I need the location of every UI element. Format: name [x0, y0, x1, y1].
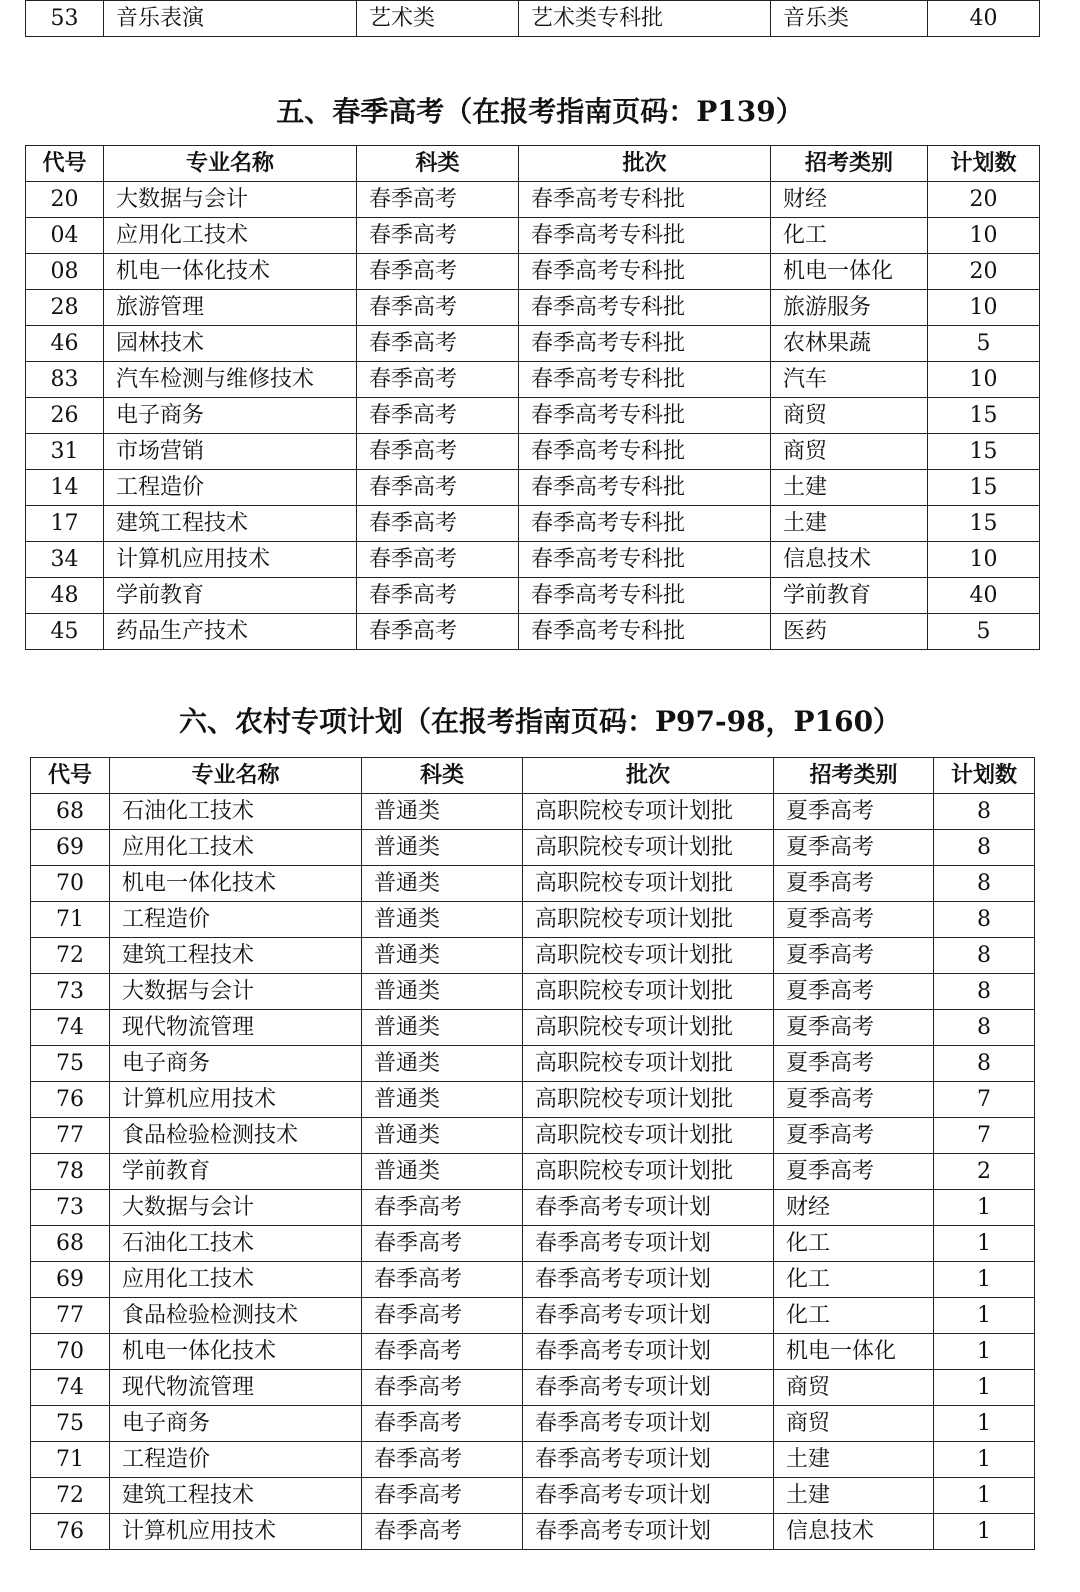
- category-cell: 春季高考: [357, 254, 519, 290]
- plan-count-cell: 1: [934, 1298, 1035, 1334]
- code-cell: 14: [26, 470, 104, 506]
- table-row: [31, 1514, 1035, 1550]
- major-name-cell: 机电一体化技术: [110, 866, 362, 902]
- column-header-batch: 批次: [523, 758, 774, 794]
- code-cell: 74: [31, 1010, 110, 1046]
- batch-cell: 高职院校专项计划批: [523, 938, 774, 974]
- category-cell: 普通类: [362, 1154, 523, 1190]
- code-cell: 68: [31, 1226, 110, 1262]
- batch-cell: 高职院校专项计划批: [523, 1082, 774, 1118]
- batch-cell: 春季高考专科批: [519, 578, 771, 614]
- category-cell: 春季高考: [362, 1478, 523, 1514]
- table-row: [31, 1262, 1035, 1298]
- top-table-body: [26, 1, 1040, 37]
- table-row: [31, 1334, 1035, 1370]
- code-cell: 71: [31, 902, 110, 938]
- exam-type-cell: 土建: [771, 506, 928, 542]
- major-name-cell: 药品生产技术: [104, 614, 357, 650]
- code-cell: 77: [31, 1118, 110, 1154]
- table-row: [31, 938, 1035, 974]
- column-header-plan-count: 计划数: [928, 146, 1040, 182]
- table-row: [31, 866, 1035, 902]
- batch-cell: 春季高考专项计划: [523, 1442, 774, 1478]
- table-row: [31, 1190, 1035, 1226]
- plan-count-cell: 40: [928, 578, 1040, 614]
- major-name-cell: 电子商务: [110, 1406, 362, 1442]
- batch-cell: 春季高考专科批: [519, 542, 771, 578]
- code-cell: 20: [26, 182, 104, 218]
- exam-type-cell: 农林果蔬: [771, 326, 928, 362]
- code-cell: 46: [26, 326, 104, 362]
- table-row: [26, 1, 1040, 37]
- category-cell: 春季高考: [357, 470, 519, 506]
- exam-type-cell: 夏季高考: [774, 794, 934, 830]
- plan-count-cell: 1: [934, 1406, 1035, 1442]
- exam-type-cell: 商贸: [771, 398, 928, 434]
- batch-cell: 春季高考专科批: [519, 182, 771, 218]
- exam-type-cell: 化工: [774, 1298, 934, 1334]
- plan-count-cell: 8: [934, 974, 1035, 1010]
- category-cell: 春季高考: [357, 362, 519, 398]
- major-name-cell: 应用化工技术: [104, 218, 357, 254]
- code-cell: 48: [26, 578, 104, 614]
- major-name-cell: 建筑工程技术: [110, 938, 362, 974]
- major-name-cell: 市场营销: [104, 434, 357, 470]
- category-cell: 普通类: [362, 902, 523, 938]
- major-name-cell: 电子商务: [104, 398, 357, 434]
- code-cell: 68: [31, 794, 110, 830]
- table-row: [26, 614, 1040, 650]
- major-name-cell: 现代物流管理: [110, 1370, 362, 1406]
- category-cell: 春季高考: [357, 326, 519, 362]
- plan-count-cell: 20: [928, 182, 1040, 218]
- plan-count-cell: 8: [934, 794, 1035, 830]
- code-cell: 76: [31, 1082, 110, 1118]
- batch-cell: 春季高考专项计划: [523, 1478, 774, 1514]
- batch-cell: 高职院校专项计划批: [523, 866, 774, 902]
- major-name-cell: 工程造价: [104, 470, 357, 506]
- column-header-category: 科类: [357, 146, 519, 182]
- category-cell: 普通类: [362, 1118, 523, 1154]
- table-row: [26, 254, 1040, 290]
- category-cell: 春季高考: [362, 1334, 523, 1370]
- code-cell: 31: [26, 434, 104, 470]
- category-cell: 艺术类: [357, 1, 519, 37]
- table-row: [31, 794, 1035, 830]
- table-row: [26, 578, 1040, 614]
- major-name-cell: 音乐表演: [104, 1, 357, 37]
- column-header-major-name: 专业名称: [110, 758, 362, 794]
- exam-type-cell: 夏季高考: [774, 938, 934, 974]
- column-header-exam-type: 招考类别: [771, 146, 928, 182]
- column-header-code: 代号: [26, 146, 104, 182]
- category-cell: 春季高考: [362, 1226, 523, 1262]
- exam-type-cell: 商贸: [774, 1406, 934, 1442]
- exam-type-cell: 夏季高考: [774, 1046, 934, 1082]
- major-name-cell: 工程造价: [110, 902, 362, 938]
- batch-cell: 高职院校专项计划批: [523, 1154, 774, 1190]
- table-row: [31, 1298, 1035, 1334]
- plan-count-cell: 40: [928, 1, 1040, 37]
- batch-cell: 春季高考专项计划: [523, 1190, 774, 1226]
- plan-count-cell: 10: [928, 362, 1040, 398]
- code-cell: 53: [26, 1, 104, 37]
- column-header-code: 代号: [31, 758, 110, 794]
- batch-cell: 高职院校专项计划批: [523, 830, 774, 866]
- category-cell: 普通类: [362, 866, 523, 902]
- code-cell: 69: [31, 830, 110, 866]
- code-cell: 73: [31, 974, 110, 1010]
- section6-header-row: [31, 758, 1035, 794]
- exam-type-cell: 土建: [774, 1478, 934, 1514]
- major-name-cell: 建筑工程技术: [104, 506, 357, 542]
- table-row: [31, 1406, 1035, 1442]
- plan-count-cell: 8: [934, 830, 1035, 866]
- column-header-exam-type: 招考类别: [774, 758, 934, 794]
- plan-count-cell: 1: [934, 1442, 1035, 1478]
- major-name-cell: 计算机应用技术: [110, 1514, 362, 1550]
- plan-count-cell: 10: [928, 290, 1040, 326]
- code-cell: 76: [31, 1514, 110, 1550]
- table-row: [31, 1478, 1035, 1514]
- category-cell: 春季高考: [362, 1406, 523, 1442]
- plan-count-cell: 2: [934, 1154, 1035, 1190]
- section5-header-row: [26, 146, 1040, 182]
- table-row: [26, 434, 1040, 470]
- category-cell: 普通类: [362, 794, 523, 830]
- batch-cell: 高职院校专项计划批: [523, 1118, 774, 1154]
- exam-type-cell: 化工: [774, 1262, 934, 1298]
- major-name-cell: 机电一体化技术: [110, 1334, 362, 1370]
- batch-cell: 春季高考专项计划: [523, 1370, 774, 1406]
- batch-cell: 春季高考专项计划: [523, 1334, 774, 1370]
- plan-count-cell: 15: [928, 506, 1040, 542]
- category-cell: 春季高考: [357, 614, 519, 650]
- code-cell: 70: [31, 1334, 110, 1370]
- code-cell: 73: [31, 1190, 110, 1226]
- exam-type-cell: 财经: [774, 1190, 934, 1226]
- category-cell: 春季高考: [362, 1370, 523, 1406]
- code-cell: 83: [26, 362, 104, 398]
- exam-type-cell: 商贸: [774, 1370, 934, 1406]
- batch-cell: 高职院校专项计划批: [523, 794, 774, 830]
- plan-count-cell: 8: [934, 866, 1035, 902]
- code-cell: 69: [31, 1262, 110, 1298]
- section5-table-body: [26, 182, 1040, 650]
- exam-type-cell: 夏季高考: [774, 974, 934, 1010]
- category-cell: 春季高考: [362, 1190, 523, 1226]
- exam-type-cell: 夏季高考: [774, 1010, 934, 1046]
- code-cell: 75: [31, 1046, 110, 1082]
- table-row: [31, 1118, 1035, 1154]
- major-name-cell: 旅游管理: [104, 290, 357, 326]
- batch-cell: 春季高考专科批: [519, 362, 771, 398]
- plan-count-cell: 15: [928, 470, 1040, 506]
- table-row: [26, 326, 1040, 362]
- major-name-cell: 建筑工程技术: [110, 1478, 362, 1514]
- batch-cell: 春季高考专科批: [519, 290, 771, 326]
- plan-count-cell: 1: [934, 1334, 1035, 1370]
- table-row: [26, 506, 1040, 542]
- major-name-cell: 大数据与会计: [110, 974, 362, 1010]
- plan-count-cell: 7: [934, 1082, 1035, 1118]
- batch-cell: 高职院校专项计划批: [523, 1010, 774, 1046]
- table-row: [26, 542, 1040, 578]
- table-row: [31, 1082, 1035, 1118]
- section6-table: [30, 757, 1035, 1550]
- code-cell: 75: [31, 1406, 110, 1442]
- exam-type-cell: 夏季高考: [774, 866, 934, 902]
- plan-count-cell: 1: [934, 1478, 1035, 1514]
- category-cell: 普通类: [362, 830, 523, 866]
- plan-count-cell: 20: [928, 254, 1040, 290]
- table-row: [31, 830, 1035, 866]
- exam-type-cell: 夏季高考: [774, 1082, 934, 1118]
- major-name-cell: 学前教育: [110, 1154, 362, 1190]
- major-name-cell: 大数据与会计: [110, 1190, 362, 1226]
- column-header-plan-count: 计划数: [934, 758, 1035, 794]
- major-name-cell: 计算机应用技术: [110, 1082, 362, 1118]
- category-cell: 普通类: [362, 1082, 523, 1118]
- exam-type-cell: 夏季高考: [774, 902, 934, 938]
- code-cell: 17: [26, 506, 104, 542]
- major-name-cell: 石油化工技术: [110, 1226, 362, 1262]
- exam-type-cell: 机电一体化: [771, 254, 928, 290]
- category-cell: 春季高考: [357, 542, 519, 578]
- code-cell: 04: [26, 218, 104, 254]
- section5-table: [25, 145, 1040, 650]
- batch-cell: 春季高考专科批: [519, 326, 771, 362]
- major-name-cell: 食品检验检测技术: [110, 1298, 362, 1334]
- batch-cell: 高职院校专项计划批: [523, 974, 774, 1010]
- code-cell: 78: [31, 1154, 110, 1190]
- major-name-cell: 汽车检测与维修技术: [104, 362, 357, 398]
- table-row: [31, 1010, 1035, 1046]
- exam-type-cell: 土建: [774, 1442, 934, 1478]
- section5-title: 五、春季高考（在报考指南页码：P139）: [276, 95, 804, 128]
- major-name-cell: 计算机应用技术: [104, 542, 357, 578]
- batch-cell: 春季高考专项计划: [523, 1514, 774, 1550]
- batch-cell: 春季高考专科批: [519, 614, 771, 650]
- batch-cell: 春季高考专科批: [519, 398, 771, 434]
- major-name-cell: 园林技术: [104, 326, 357, 362]
- plan-count-cell: 15: [928, 434, 1040, 470]
- major-name-cell: 现代物流管理: [110, 1010, 362, 1046]
- batch-cell: 春季高考专项计划: [523, 1226, 774, 1262]
- batch-cell: 春季高考专项计划: [523, 1298, 774, 1334]
- plan-count-cell: 15: [928, 398, 1040, 434]
- exam-type-cell: 夏季高考: [774, 830, 934, 866]
- table-row: [26, 362, 1040, 398]
- table-row: [26, 218, 1040, 254]
- table-row: [26, 398, 1040, 434]
- exam-type-cell: 汽车: [771, 362, 928, 398]
- exam-type-cell: 土建: [771, 470, 928, 506]
- code-cell: 72: [31, 1478, 110, 1514]
- code-cell: 34: [26, 542, 104, 578]
- exam-type-cell: 化工: [771, 218, 928, 254]
- major-name-cell: 食品检验检测技术: [110, 1118, 362, 1154]
- exam-type-cell: 旅游服务: [771, 290, 928, 326]
- exam-type-cell: 医药: [771, 614, 928, 650]
- plan-count-cell: 7: [934, 1118, 1035, 1154]
- plan-count-cell: 10: [928, 218, 1040, 254]
- category-cell: 春季高考: [357, 578, 519, 614]
- exam-type-cell: 财经: [771, 182, 928, 218]
- code-cell: 28: [26, 290, 104, 326]
- code-cell: 08: [26, 254, 104, 290]
- batch-cell: 高职院校专项计划批: [523, 902, 774, 938]
- major-name-cell: 大数据与会计: [104, 182, 357, 218]
- table-row: [26, 470, 1040, 506]
- exam-type-cell: 夏季高考: [774, 1118, 934, 1154]
- batch-cell: 春季高考专科批: [519, 470, 771, 506]
- category-cell: 春季高考: [362, 1442, 523, 1478]
- batch-cell: 春季高考专项计划: [523, 1262, 774, 1298]
- table-row: [31, 902, 1035, 938]
- code-cell: 26: [26, 398, 104, 434]
- exam-type-cell: 化工: [774, 1226, 934, 1262]
- code-cell: 72: [31, 938, 110, 974]
- batch-cell: 春季高考专项计划: [523, 1406, 774, 1442]
- table-row: [31, 1226, 1035, 1262]
- exam-type-cell: 信息技术: [771, 542, 928, 578]
- category-cell: 春季高考: [362, 1514, 523, 1550]
- batch-cell: 春季高考专科批: [519, 506, 771, 542]
- batch-cell: 艺术类专科批: [519, 1, 771, 37]
- plan-count-cell: 1: [934, 1190, 1035, 1226]
- code-cell: 70: [31, 866, 110, 902]
- category-cell: 春季高考: [357, 290, 519, 326]
- exam-type-cell: 学前教育: [771, 578, 928, 614]
- code-cell: 74: [31, 1370, 110, 1406]
- major-name-cell: 机电一体化技术: [104, 254, 357, 290]
- table-row: [31, 1370, 1035, 1406]
- category-cell: 春季高考: [357, 506, 519, 542]
- plan-count-cell: 1: [934, 1370, 1035, 1406]
- plan-count-cell: 8: [934, 1046, 1035, 1082]
- code-cell: 71: [31, 1442, 110, 1478]
- plan-count-cell: 1: [934, 1514, 1035, 1550]
- top-table: [25, 0, 1040, 37]
- category-cell: 普通类: [362, 1010, 523, 1046]
- category-cell: 春季高考: [357, 182, 519, 218]
- column-header-major-name: 专业名称: [104, 146, 357, 182]
- column-header-batch: 批次: [519, 146, 771, 182]
- category-cell: 春季高考: [362, 1262, 523, 1298]
- table-row: [31, 974, 1035, 1010]
- table-row: [31, 1154, 1035, 1190]
- plan-count-cell: 10: [928, 542, 1040, 578]
- column-header-category: 科类: [362, 758, 523, 794]
- exam-type-cell: 信息技术: [774, 1514, 934, 1550]
- category-cell: 春季高考: [362, 1298, 523, 1334]
- plan-count-cell: 5: [928, 614, 1040, 650]
- major-name-cell: 石油化工技术: [110, 794, 362, 830]
- major-name-cell: 学前教育: [104, 578, 357, 614]
- category-cell: 春季高考: [357, 398, 519, 434]
- table-row: [31, 1046, 1035, 1082]
- batch-cell: 春季高考专科批: [519, 218, 771, 254]
- exam-type-cell: 商贸: [771, 434, 928, 470]
- major-name-cell: 应用化工技术: [110, 1262, 362, 1298]
- code-cell: 45: [26, 614, 104, 650]
- plan-count-cell: 5: [928, 326, 1040, 362]
- plan-count-cell: 8: [934, 902, 1035, 938]
- exam-type-cell: 音乐类: [771, 1, 928, 37]
- code-cell: 77: [31, 1298, 110, 1334]
- plan-count-cell: 8: [934, 938, 1035, 974]
- category-cell: 春季高考: [357, 434, 519, 470]
- plan-count-cell: 1: [934, 1262, 1035, 1298]
- batch-cell: 春季高考专科批: [519, 434, 771, 470]
- category-cell: 普通类: [362, 1046, 523, 1082]
- plan-count-cell: 8: [934, 1010, 1035, 1046]
- batch-cell: 高职院校专项计划批: [523, 1046, 774, 1082]
- category-cell: 普通类: [362, 938, 523, 974]
- major-name-cell: 工程造价: [110, 1442, 362, 1478]
- exam-type-cell: 夏季高考: [774, 1154, 934, 1190]
- section6-title: 六、农村专项计划（在报考指南页码：P97-98，P160）: [178, 705, 902, 738]
- category-cell: 普通类: [362, 974, 523, 1010]
- table-row: [31, 1442, 1035, 1478]
- exam-type-cell: 机电一体化: [774, 1334, 934, 1370]
- section6-table-body: [31, 794, 1035, 1550]
- major-name-cell: 电子商务: [110, 1046, 362, 1082]
- category-cell: 春季高考: [357, 218, 519, 254]
- batch-cell: 春季高考专科批: [519, 254, 771, 290]
- table-row: [26, 182, 1040, 218]
- major-name-cell: 应用化工技术: [110, 830, 362, 866]
- plan-count-cell: 1: [934, 1226, 1035, 1262]
- table-row: [26, 290, 1040, 326]
